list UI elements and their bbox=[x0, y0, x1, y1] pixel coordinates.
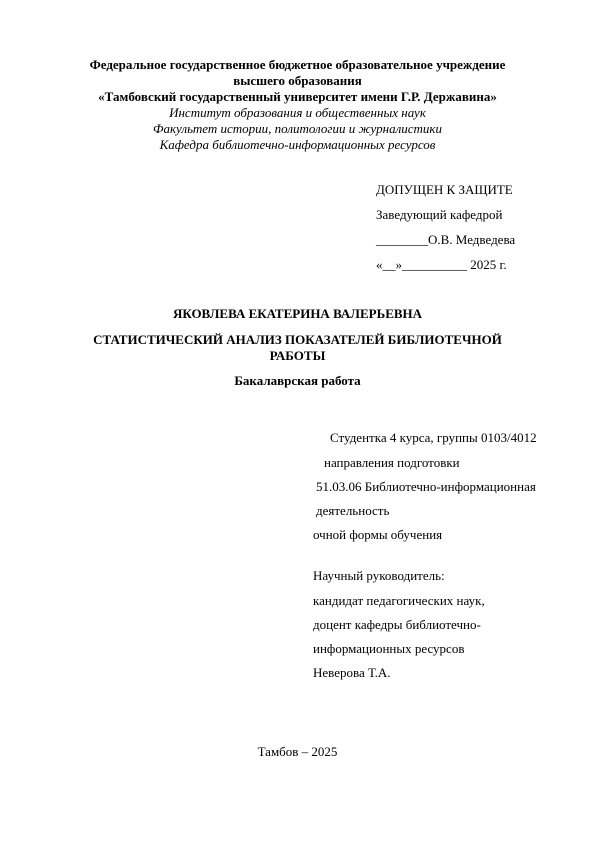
approval-date: «__»__________ 2025 г. bbox=[376, 257, 507, 272]
header-department: Кафедра библиотечно-информационных ресурсов bbox=[159, 137, 436, 152]
student-direction-cont: деятельность bbox=[316, 503, 390, 518]
student-direction-label: направления подготовки bbox=[324, 455, 460, 470]
student-direction-code: 51.03.06 Библиотечно-информационная bbox=[316, 479, 536, 494]
author-name: ЯКОВЛЕВА ЕКАТЕРИНА ВАЛЕРЬЕВНА bbox=[172, 306, 423, 321]
header-university-line: «Тамбовский государственный университет имени Г.Р. Державина» bbox=[98, 89, 497, 104]
header-org-line: Федеральное государственное бюджетное образовательное учреждение bbox=[89, 57, 506, 72]
supervisor-degree: кандидат педагогических наук, bbox=[313, 593, 485, 608]
thesis-title-line2: РАБОТЫ bbox=[269, 348, 326, 363]
student-study-form: очной формы обучения bbox=[313, 527, 443, 542]
header-faculty: Факультет истории, политологии и журналистики bbox=[152, 121, 442, 136]
thesis-title-line1: СТАТИСТИЧЕСКИЙ АНАЛИЗ ПОКАЗАТЕЛЕЙ БИБЛИОТЕЧНОЙ bbox=[93, 332, 502, 347]
supervisor-position: доцент кафедры библиотечно- bbox=[313, 617, 481, 632]
header-institute: Институт образования и общественных наук bbox=[169, 105, 426, 120]
supervisor-label: Научный руководитель: bbox=[313, 568, 445, 583]
header-education-line: высшего образования bbox=[233, 73, 362, 88]
approval-signature: ________О.В. Медведева bbox=[376, 232, 516, 247]
supervisor-position-cont: информационных ресурсов bbox=[313, 641, 465, 656]
city-year: Тамбов – 2025 bbox=[257, 744, 338, 759]
student-course-group: Студентка 4 курса, группы 0103/4012 bbox=[330, 430, 537, 445]
approval-admitted: ДОПУЩЕН К ЗАЩИТЕ bbox=[376, 182, 513, 197]
supervisor-name: Неверова Т.А. bbox=[313, 665, 391, 680]
work-type: Бакалаврская работа bbox=[234, 373, 361, 388]
approval-head: Заведующий кафедрой bbox=[376, 207, 503, 222]
